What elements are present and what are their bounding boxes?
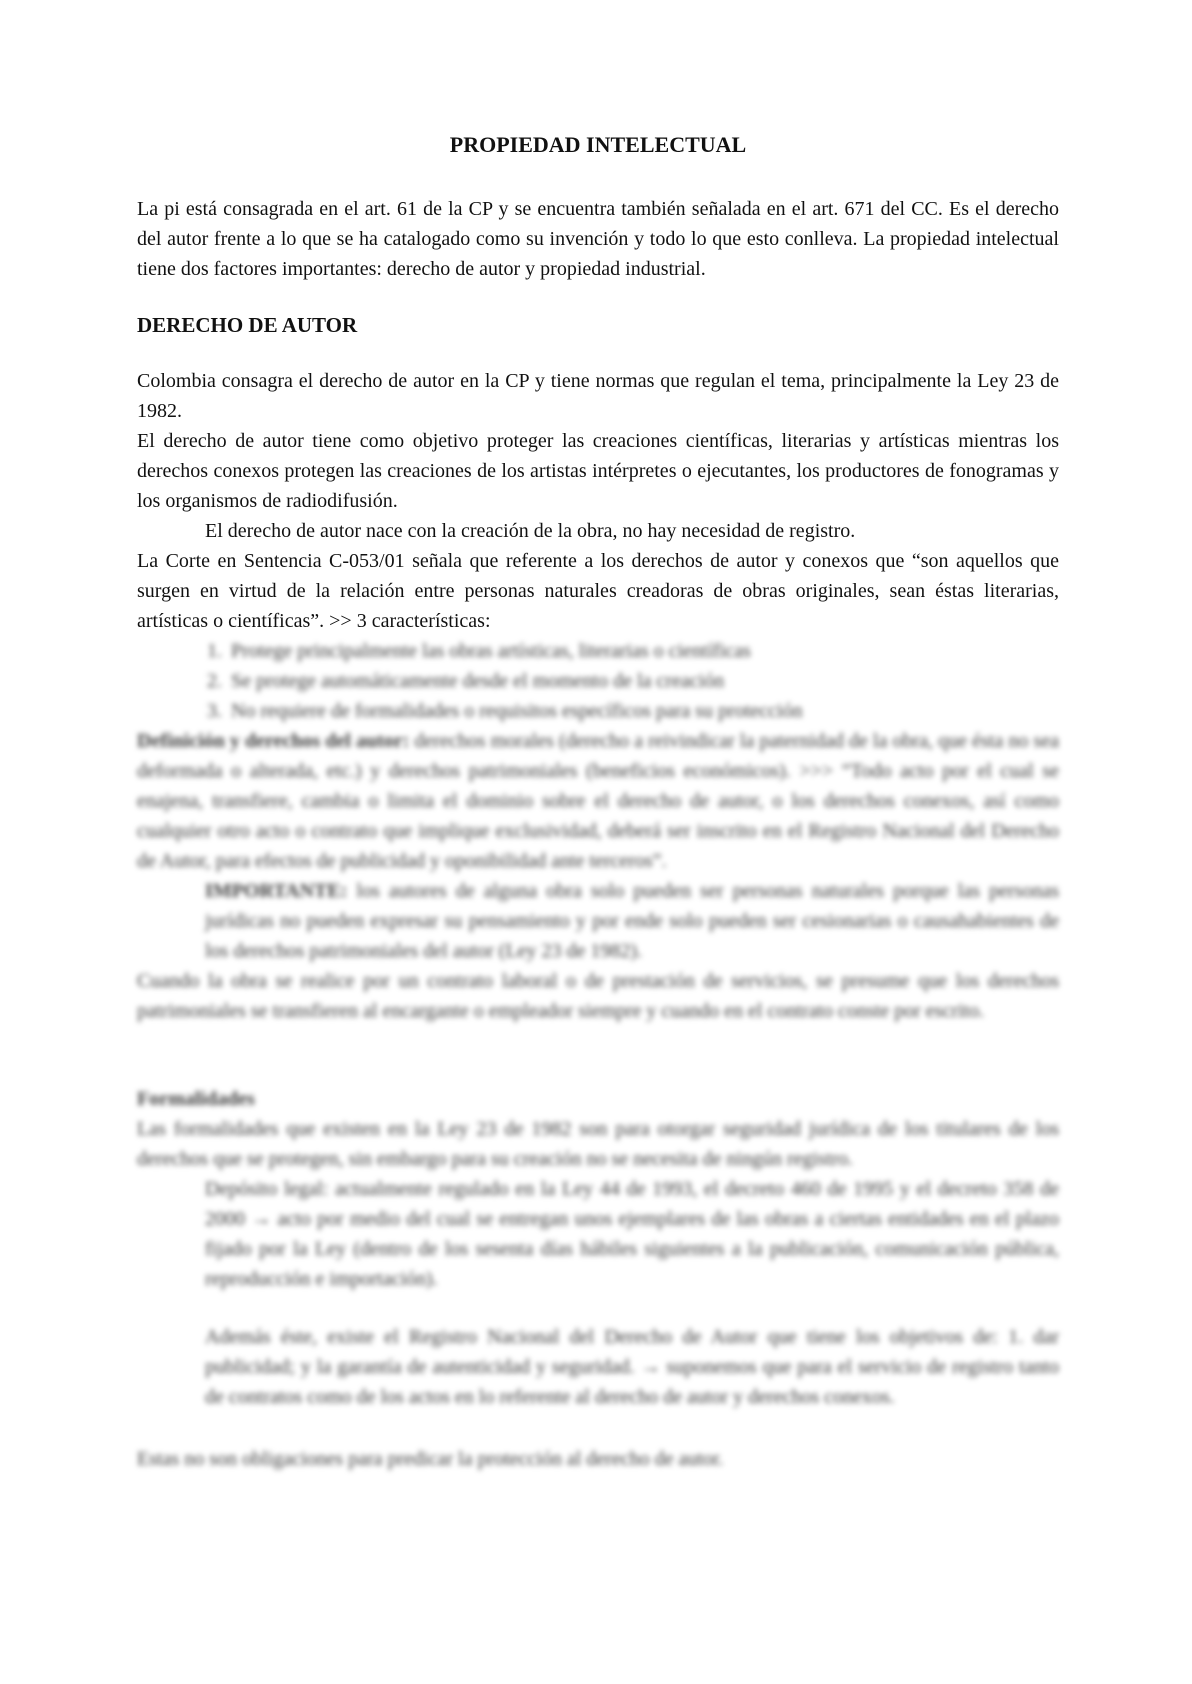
paragraph-corte: La Corte en Sentencia C-053/01 señala que referente a los derechos de autor y conexos que “son aquellos que surgen en virtud de la relación entre personas naturales creadoras de obras originales, sean éstas literarias, artísticas o científicas”. >> 3 características:: [137, 550, 1059, 632]
definicion-text: derechos morales (derecho a reivindicar la paternidad de la obra, que ésta no sea deformada o alterada, etc.) y derechos patrimoniales (beneficios económicos). >>> “Todo acto por el cual se enajena, transfiere, cambia o limita el dominio sobre el derecho de autor, o los derechos conexos, así como cualquier otro acto o contrato que implique exclusividad, deberá ser inscrito en el Registro Nacional del Derecho de Autor, para efectos de publicidad y oponibilidad ante terceros”.: [137, 730, 1060, 872]
document-title: PROPIEDAD INTELECTUAL: [449, 132, 747, 157]
definicion-lead-label: Definición y derechos del autor:: [137, 730, 410, 752]
paragraph-intro: La pi está consagrada en el art. 61 de la CP y se encuentra también señalada en el art. 671 del CC. Es el derecho del autor frente a lo que se ha catalogado como su invención y todo lo que esto conlleva. La propiedad intelectual tiene dos factores importantes: derecho de autor y propiedad industrial.: [137, 198, 1059, 280]
paragraph-formalidades-blurred: Las formalidades que existen en la Ley 23 de 1982 son para otorgar seguridad jurídica de los titulares de los derechos que se protegen, sin embargo para su creación no se necesita de ningún registro.: [137, 1118, 1059, 1170]
paragraph-importante-blurred: [205, 876, 1059, 966]
paragraph-colombia: Colombia consagra el derecho de autor en la CP y tiene normas que regulan el tema, principalmente la Ley 23 de 1982.: [137, 370, 1059, 422]
paragraph-contrato-blurred: Cuando la obra se realice por un contrato laboral o de prestación de servicios, se presume que los derechos patrimoniales se transfieren al encargante o empleador siempre y cuando en el contrato conste por escrito.: [137, 970, 1059, 1022]
sub-heading-formalidades-blurred: Formalidades: [137, 1088, 255, 1110]
section-heading-derecho-de-autor: DERECHO DE AUTOR: [137, 313, 358, 337]
importante-lead-label: IMPORTANTE:: [205, 880, 348, 902]
characteristics-list: [137, 636, 1059, 726]
paragraph-final-blurred: Estas no son obligaciones para predicar la protección al derecho de autor.: [137, 1448, 724, 1470]
paragraph-nace: El derecho de autor nace con la creación de la obra, no hay necesidad de registro.: [205, 520, 856, 542]
characteristic-item: 3. No requiere de formalidades o requisitos específicos para su protección: [227, 696, 1059, 726]
paragraph-definicion-blurred: [137, 726, 1059, 876]
characteristic-item: 1. Protege principalmente las obras artísticas, literarias o científicas: [227, 636, 1059, 666]
paragraph-deposito-blurred: Depósito legal: actualmente regulado en la Ley 44 de 1993, el decreto 460 de 1995 y el decreto 358 de 2000 → acto por medio del cual se entregan unos ejemplares de las obras a ciertas entidades en el plazo fijado por la Ley (dentro de los sesenta días hábiles siguientes a la publicación, comunicación pública, reproducción e importación).: [205, 1178, 1059, 1290]
characteristic-item: 2. Se protege automáticamente desde el momento de la creación: [227, 666, 1059, 696]
importante-text: los autores de alguna obra solo pueden ser personas naturales porque las personas jurídicas no pueden expresar su pensamiento y por ende solo pueden ser cesionarias o causahabientes de los derechos patrimoniales del autor (Ley 23 de 1982).: [205, 880, 1059, 962]
paragraph-registro-blurred: Además éste, existe el Registro Nacional del Derecho de Autor que tiene los objetivos de: 1. dar publicidad; y la garantía de autenticidad y seguridad. → suponemos que para el servicio de registro tanto de contratos como de los actos en lo referente al derecho de autor y derechos conexos.: [205, 1326, 1059, 1408]
paragraph-objetivo: El derecho de autor tiene como objetivo proteger las creaciones científicas, literarias y artísticas mientras los derechos conexos protegen las creaciones de los artistas intérpretes o ejecutantes, los productores de fonogramas y los organismos de radiodifusión.: [137, 430, 1059, 512]
